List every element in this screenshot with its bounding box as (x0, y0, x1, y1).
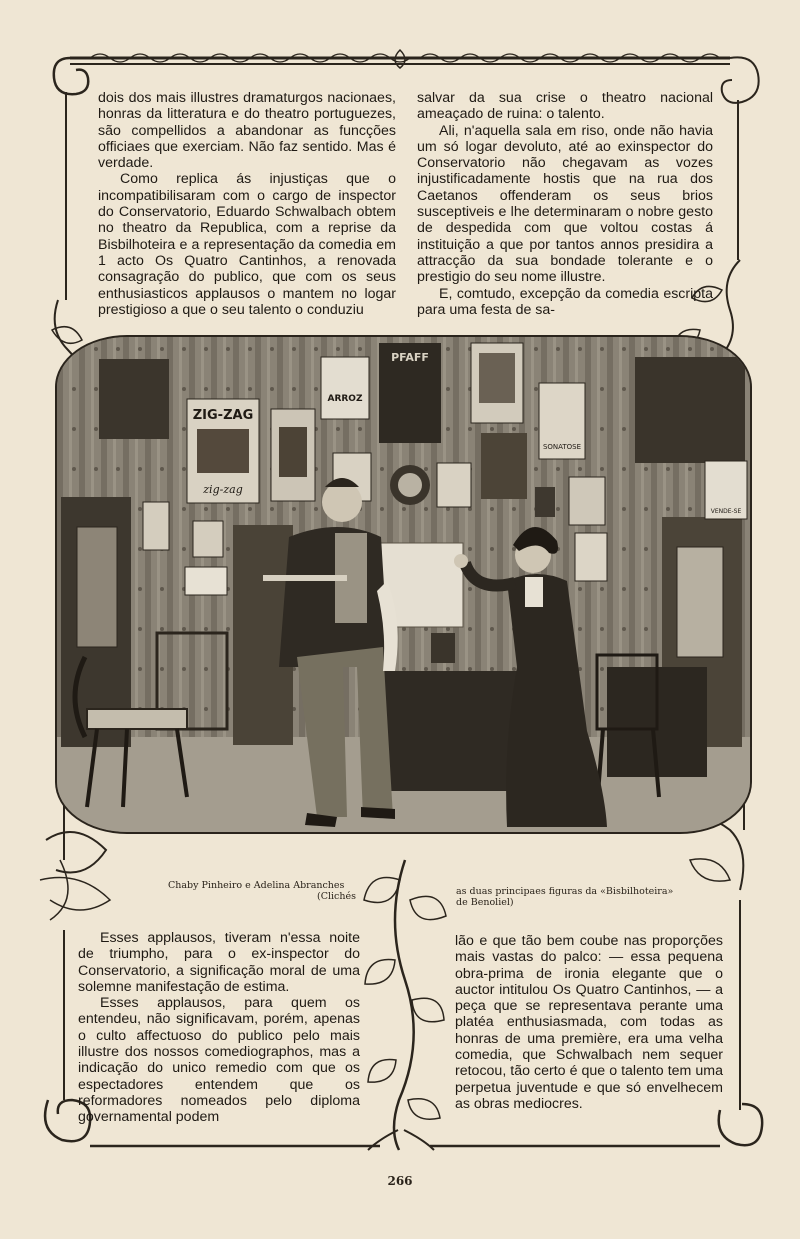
paragraph: E, comtudo, excepção da comedia escripta para uma festa de sa- (417, 285, 713, 318)
text-column-bottom-left (78, 930, 360, 1126)
poster-zigzag-text: ZIG-ZAG (192, 408, 254, 423)
text-column-top-right (417, 90, 713, 318)
caption-line: Chaby Pinheiro e Adelina Abranches (168, 880, 345, 891)
text-column-bottom-right (455, 933, 723, 1112)
photo-caption-left (168, 880, 358, 902)
text-column-top-left (98, 90, 396, 318)
paragraph: Esses applausos, tiveram n'essa noite de triumpho, para o ex-inspector do Conservatorio, a significação moral de uma solemne manifestação de estima. (78, 930, 360, 995)
paragraph: salvar da sua crise o theatro nacional ameaçado de ruina: o talento. (417, 90, 713, 123)
paragraph: dois dos mais illustres dramaturgos nacionaes, honras da litteratura e do theatro portuguezes, são compellidos a abandonar as funcções officiaes que exerciam. Não faz sentido. Mas é verdade. (98, 90, 396, 172)
poster-pfaff-text: PFAFF (391, 351, 429, 364)
caption-line: de Benoliel) (456, 897, 514, 908)
caption-line: (Clichés (317, 891, 356, 902)
page-number: 266 (387, 1174, 413, 1188)
poster-sonatose-text: SONATOSE (542, 443, 582, 451)
paragraph: Ali, n'aquella sala em riso, onde não havia um só logar devoluto, até ao exinspector do Conservatorio não chegavam as vozes injustificadamente hostis que na rua dos Caetanos offenderam os seus brios susceptiveis e lhe determinaram o nobre gesto de despedida com que voltou costas á instituição a que por tantos annos presidira a attracção da sua bondade tolerante e o prestigio do seu nome illustre. (417, 122, 713, 286)
caption-line: as duas principaes figuras da «Bisbilhoteira» (456, 886, 674, 897)
paragraph: Esses applausos, para quem os entendeu, não significavam, porém, apenas o culto affectuoso do publico pelo mais illustre dos nossos comediographos, mas a indicação do unico remedio com que os espectadores entendem que os reformadores nomeados pelo diploma governamental podem (78, 995, 360, 1126)
photo-caption-right (456, 886, 706, 908)
poster-vende-text: VENDE-SE (710, 508, 742, 515)
poster-zigzag-text-2: zig-zag (203, 483, 243, 496)
stage-photograph (57, 337, 750, 832)
paragraph: Como replica ás injustiças que o incompatibilisaram com o cargo de inspector do Conservatorio, Eduardo Schwalbach obtem no theatro da Republica, com a reprise da Bisbilhoteira e a representação da comedia em 1 acto Os Quatro Cantinhos, a renovada consagração do publico, que com os seus enthusiasticos applausos o mantem no logar prestigioso a que o seu talento o conduziu (98, 171, 396, 318)
poster-arroz-text: ARROZ (327, 394, 363, 404)
paragraph: lão e que tão bem coube nas proporções mais vastas do palco: — essa pequena obra-prima de ironia elegante que o auctor intitulou Os Quatro Cantinhos, — a peça que se representava perante uma platéa enthusiasmada, com todas as honras de uma première, era uma velha comedia, que Schwalbach nem sequer retocou, tão certo é que o talento tem uma perpetua juventude e que só envelhecem as obras mediocres. (455, 933, 723, 1112)
